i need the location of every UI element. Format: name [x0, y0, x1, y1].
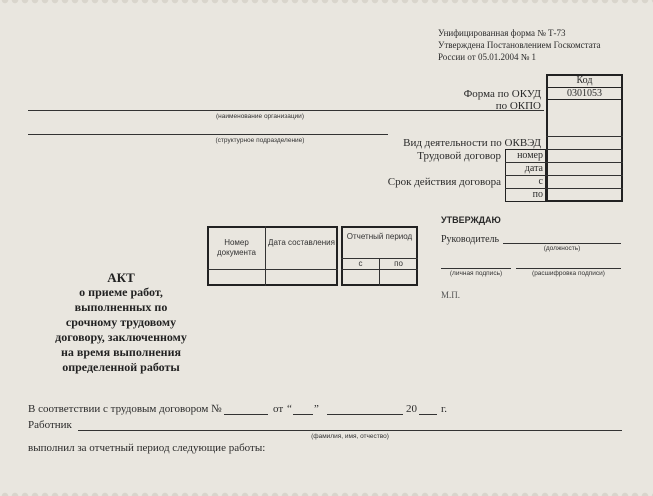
reporting-period-header: Отчетный период — [346, 232, 413, 241]
worker-caption: (фамилия, имя, отчество) — [311, 433, 389, 440]
tear-edge-top — [0, 0, 653, 6]
signature-caption: (личная подпись) — [449, 270, 503, 277]
head-position-line[interactable] — [503, 243, 621, 244]
year-prefix: 20 — [406, 403, 417, 415]
contract-month-field[interactable] — [327, 414, 403, 415]
okud-code-value: 0301053 — [567, 88, 602, 99]
act-title-line: договору, заключенному — [55, 330, 187, 344]
act-title-line: о приеме работ, — [79, 285, 163, 299]
doc-number-header: Номер документа — [216, 238, 256, 257]
signature-line[interactable] — [441, 268, 511, 269]
quote-open: “ — [287, 403, 292, 415]
term-to-label: по — [532, 189, 543, 200]
term-from-label: с — [538, 176, 543, 187]
form-number-line: Унифицированная форма № Т-73 — [438, 28, 566, 38]
contract-label: Трудовой договор — [417, 150, 501, 162]
contract-number-field[interactable] — [224, 414, 268, 415]
contract-day-field[interactable] — [293, 414, 313, 415]
stamp-label: М.П. — [441, 290, 461, 300]
signature-decode-line[interactable] — [516, 268, 621, 269]
divider — [546, 162, 623, 163]
term-label: Срок действия договора — [387, 176, 501, 188]
act-title-line: на время выполнения — [61, 345, 181, 359]
department-caption: (структурное подразделение) — [215, 137, 305, 144]
act-title-line: выполненных по — [74, 300, 168, 314]
divider — [546, 149, 623, 150]
contract-number-label: номер — [517, 150, 543, 161]
approval-line: Утверждена Постановлением Госкомстата — [438, 40, 601, 50]
divider — [546, 188, 623, 189]
approve-title: УТВЕРЖДАЮ — [441, 215, 501, 225]
divider — [546, 175, 623, 176]
worker-name-field[interactable] — [78, 430, 622, 431]
period-from-cell[interactable] — [342, 270, 379, 284]
organization-caption: (наименование организации) — [216, 113, 304, 120]
head-label: Руководитель — [441, 234, 500, 245]
approval-date-line: России от 05.01.2004 № 1 — [438, 52, 537, 62]
year-suffix: г. — [441, 403, 448, 415]
tear-edge-bottom — [0, 490, 653, 496]
contract-date-label: дата — [524, 163, 543, 174]
worker-label: Работник — [28, 419, 72, 431]
okved-label: Вид деятельности по ОКВЭД — [403, 137, 541, 149]
period-to-cell[interactable] — [380, 270, 417, 284]
act-title-line: АКТ — [107, 270, 135, 285]
okpo-label: по ОКПО — [495, 100, 541, 112]
period-from-header: с — [358, 259, 363, 268]
quote-close: ” — [314, 403, 319, 415]
act-title-line: определенной работы — [62, 360, 180, 374]
act-title — [28, 270, 214, 375]
organization-name-line[interactable] — [28, 110, 544, 111]
doc-number-cell[interactable] — [208, 270, 265, 284]
act-title-line: срочному трудовому — [65, 315, 177, 329]
performed-text: выполнил за отчетный период следующие работы: — [28, 442, 266, 454]
doc-date-header: Дата составления — [268, 238, 335, 247]
period-to-header: по — [394, 259, 403, 268]
decode-caption: (расшифровка подписи) — [532, 270, 605, 277]
contract-text: В соответствии с трудовым договором № — [28, 403, 222, 415]
doc-date-cell[interactable] — [266, 270, 337, 284]
contract-from-text: от — [273, 403, 284, 415]
code-header: Код — [576, 75, 593, 86]
okud-label: Форма по ОКУД — [463, 88, 541, 100]
position-caption: (должность) — [543, 245, 581, 252]
contract-year-field[interactable] — [419, 414, 437, 415]
divider — [546, 136, 623, 137]
department-line[interactable] — [28, 134, 388, 135]
